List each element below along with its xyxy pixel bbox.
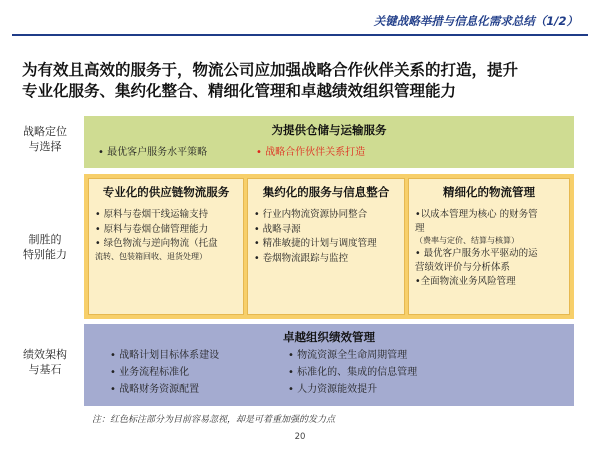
strategy-item-service-level: • 最优客户服务水平策略 [98, 147, 208, 158]
strategy-item-partnership: • 战略合作伙伴关系打造 [256, 147, 366, 158]
list-item: •全面物流业务风险管理 [415, 276, 516, 287]
side-label-positioning: 战略定位 与选择 [23, 125, 67, 153]
list-item: • 最优客户服务水平驱动的运 营绩效评价与分析体系 [415, 248, 538, 273]
list-item: • 行业内物流资源协同整合 [254, 209, 368, 220]
list-item: • 战略寻源 [254, 223, 301, 235]
list-item: •以成本管理为核心 的财务管 理 （费率与定价、结算与核算） [415, 209, 538, 245]
header-divider [12, 34, 588, 36]
headline-line-1: 为有效且高效的服务于，物流公司应加强战略合作伙伴关系的打造，提升 [22, 61, 519, 79]
list-item: • 物流资源全生命周期管理 [288, 350, 408, 361]
list-item: • 人力资源能效提升 [288, 384, 378, 395]
list-item: • 标准化的、集成的信息管理 [288, 367, 418, 378]
footnote: 注：红色标注部分为目前容易忽视，却是可着重加强的发力点 [92, 415, 336, 425]
list-item: • 业务流程标准化 [110, 367, 190, 378]
strategy-panel-title: 为提供仓储与运输服务 [271, 123, 387, 137]
capability-column-integration [247, 178, 405, 315]
side-label-performance: 绩效架构 与基石 [23, 348, 67, 376]
header-title: 关键战略举措与信息化需求总结（1/2） [373, 14, 578, 28]
page-number: 20 [294, 432, 306, 442]
performance-panel-title: 卓越组织绩效管理 [283, 330, 375, 344]
side-label-capabilities: 制胜的 特别能力 [23, 233, 67, 261]
column-title: 集约化的服务与信息整合 [262, 185, 390, 199]
list-item: • 原料与卷烟仓储管理能力 [95, 223, 209, 235]
column-title: 专业化的供应链物流服务 [102, 185, 230, 199]
list-item: • 战略计划目标体系建设 [110, 350, 220, 361]
headline-line-2: 专业化服务、集约化整合、精细化管理和卓越绩效组织管理能力 [22, 82, 457, 100]
list-item: • 原料与卷烟干线运输支持 [95, 209, 209, 220]
list-item: • 战略财务资源配置 [110, 384, 200, 395]
capability-column-refined [408, 178, 570, 315]
performance-panel [84, 324, 574, 406]
strategy-panel [84, 116, 574, 168]
list-item: • 卷烟物流跟踪与监控 [254, 252, 349, 264]
list-item: • 绿色物流与逆向物流（托盘 流转、包装箱回收、退货处理） [95, 238, 218, 261]
capability-column-specialized [88, 178, 244, 315]
headline [22, 60, 592, 102]
column-title: 精细化的物流管理 [443, 185, 535, 199]
list-item: • 精准敏捷的计划与调度管理 [254, 238, 377, 249]
